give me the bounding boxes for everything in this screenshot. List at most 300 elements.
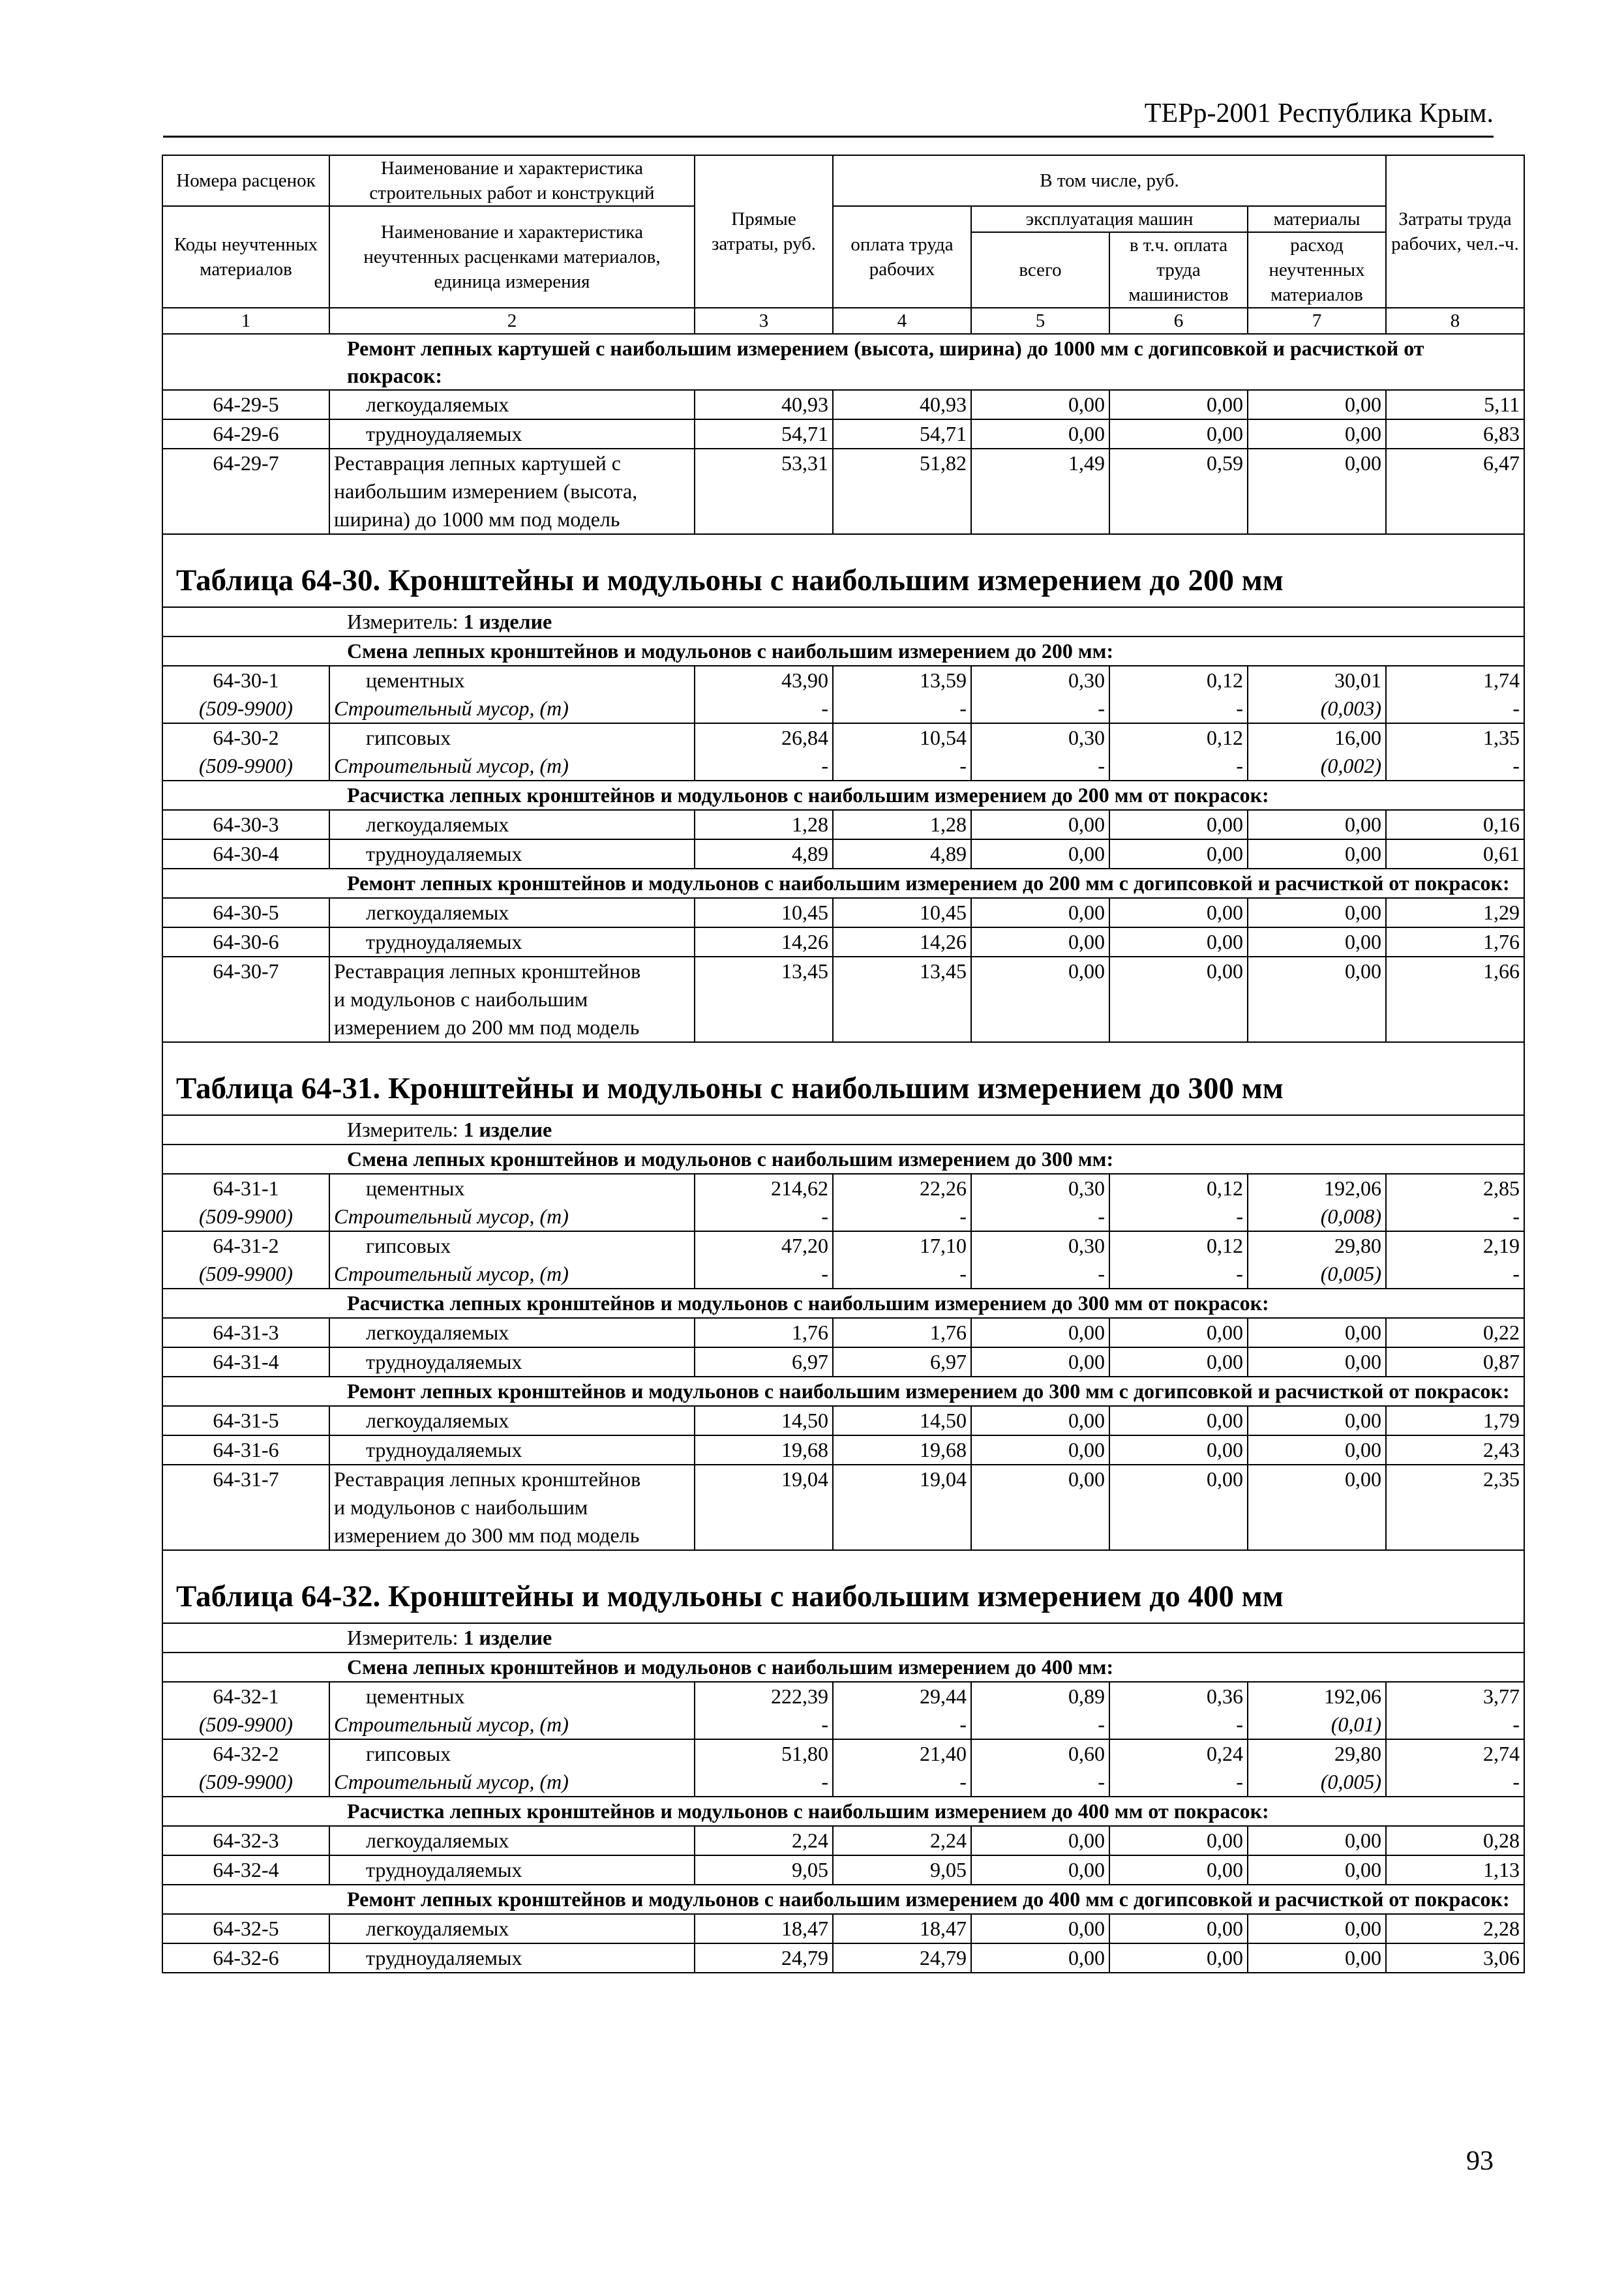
direct-cost-cell: 19,68 (695, 1435, 833, 1465)
machines-total-cell: - (971, 1711, 1109, 1739)
section-heading-row (162, 1289, 1524, 1318)
table-row (162, 1521, 1524, 1550)
materials-cell: 29,80 (1248, 1739, 1386, 1768)
direct-cost-cell: 40,93 (695, 390, 833, 419)
rate-code: 64-31-5 (162, 1406, 329, 1435)
work-name-line: и модульонов с наибольшим (329, 985, 695, 1013)
col2-bottom-header: Наименование и характеристика неучтенных расценками материалов, единица измерения (329, 206, 695, 308)
labor-header: оплата труда рабочих (833, 206, 971, 308)
materials-cell: 0,00 (1248, 957, 1386, 985)
labor-cost-cell: 29,44 (833, 1682, 971, 1711)
labor-hours-cell: 1,13 (1386, 1855, 1524, 1885)
material-name: Строительный мусор, (т) (329, 1260, 695, 1289)
direct-cost-cell: 47,20 (695, 1231, 833, 1260)
work-name: трудноудаляемых (329, 927, 695, 957)
labor-hours-cell: 0,16 (1386, 810, 1524, 839)
rate-code: 64-31-4 (162, 1347, 329, 1377)
machines-total-cell: 0,00 (971, 419, 1109, 449)
materials-cell (1248, 477, 1386, 505)
labor-hours-cell: 1,74 (1386, 666, 1524, 695)
work-name: трудноудаляемых (329, 1347, 695, 1377)
machines-total-cell: 0,30 (971, 1231, 1109, 1260)
labor-cost-cell: 1,76 (833, 1318, 971, 1347)
material-name: Строительный мусор, (т) (329, 1711, 695, 1739)
labor-hours-cell: - (1386, 1260, 1524, 1289)
rate-code: 64-31-3 (162, 1318, 329, 1347)
materials-cell: (0,008) (1248, 1203, 1386, 1231)
labor-hours-cell: 6,83 (1386, 419, 1524, 449)
machinists-labor-cell: 0,00 (1109, 1465, 1248, 1493)
col2-top-header: Наименование и характеристика строительных работ и конструкций (329, 155, 695, 206)
section-heading: Смена лепных кронштейнов и модульонов с наибольшим измерением до 400 мм: (162, 1653, 1524, 1682)
rate-code (162, 1013, 329, 1042)
section-heading: Смена лепных кронштейнов и модульонов с наибольшим измерением до 300 мм: (162, 1144, 1524, 1174)
table-row (162, 1174, 1524, 1203)
work-name: трудноудаляемых (329, 1435, 695, 1465)
direct-cost-cell: 1,28 (695, 810, 833, 839)
rate-code: 64-30-2 (162, 723, 329, 752)
column-number: 4 (833, 308, 971, 334)
rate-code: 64-31-6 (162, 1435, 329, 1465)
measure-unit-row (162, 607, 1524, 636)
section-heading: Расчистка лепных кронштейнов и модульонов с наибольшим измерением до 300 мм от покрасок: (162, 1289, 1524, 1318)
labor-hours-cell: 0,22 (1386, 1318, 1524, 1347)
labor-hours-cell: - (1386, 1203, 1524, 1231)
direct-cost-cell (695, 505, 833, 534)
machines-total-cell: - (971, 1260, 1109, 1289)
rate-code: 64-32-4 (162, 1855, 329, 1885)
machines-total-cell (971, 1493, 1109, 1521)
labor-cost-cell: 19,68 (833, 1435, 971, 1465)
machines-total-cell: 0,00 (971, 898, 1109, 927)
direct-cost-cell: 43,90 (695, 666, 833, 695)
labor-cost-cell: - (833, 1768, 971, 1797)
column-number: 8 (1386, 308, 1524, 334)
machinists-labor-cell: 0,00 (1109, 839, 1248, 869)
machines-total-cell (971, 1013, 1109, 1042)
machines-total-cell: 0,00 (971, 810, 1109, 839)
labor-cost-cell: 14,26 (833, 927, 971, 957)
rate-code (162, 985, 329, 1013)
table-row (162, 1682, 1524, 1711)
table-row (162, 1739, 1524, 1768)
labor-hours-cell: 2,43 (1386, 1435, 1524, 1465)
labor-hours-cell: 1,66 (1386, 957, 1524, 985)
table-row (162, 839, 1524, 869)
machinists-labor-cell (1109, 1013, 1248, 1042)
work-name-line: Реставрация лепных картушей с (329, 449, 695, 477)
materials-cell: (0,01) (1248, 1711, 1386, 1739)
labor-hours-cell: 2,85 (1386, 1174, 1524, 1203)
table-row (162, 1435, 1524, 1465)
machinists-labor-cell: 0,00 (1109, 1855, 1248, 1885)
machinists-labor-cell: 0,12 (1109, 1231, 1248, 1260)
table-row (162, 449, 1524, 477)
direct-cost-cell: 14,50 (695, 1406, 833, 1435)
labor-cost-cell: 1,28 (833, 810, 971, 839)
machinists-labor-cell: 0,00 (1109, 898, 1248, 927)
labor-cost-cell (833, 985, 971, 1013)
direct-cost-cell (695, 985, 833, 1013)
column-number: 1 (162, 308, 329, 334)
materials-cell: 0,00 (1248, 390, 1386, 419)
labor-hours-cell: 2,35 (1386, 1465, 1524, 1493)
direct-cost-cell: - (695, 752, 833, 781)
rate-code: 64-30-4 (162, 839, 329, 869)
direct-cost-cell: 4,89 (695, 839, 833, 869)
table-row (162, 419, 1524, 449)
materials-cell: 192,06 (1248, 1682, 1386, 1711)
material-row (162, 1203, 1524, 1231)
machines-total-cell: - (971, 752, 1109, 781)
materials-cell: 0,00 (1248, 1318, 1386, 1347)
col3-header: Прямые затраты, руб. (695, 155, 833, 308)
work-name-line: наибольшим измерением (высота, (329, 477, 695, 505)
materials-cell: (0,002) (1248, 752, 1386, 781)
machinists-labor-cell: 0,00 (1109, 1318, 1248, 1347)
table-row (162, 898, 1524, 927)
material-row (162, 1768, 1524, 1797)
table-row (162, 1493, 1524, 1521)
labor-cost-cell: 22,26 (833, 1174, 971, 1203)
table-row (162, 1347, 1524, 1377)
machinists-labor-cell: 0,00 (1109, 390, 1248, 419)
work-name: трудноудаляемых (329, 1943, 695, 1973)
table-row (162, 1013, 1524, 1042)
work-name-line: и модульонов с наибольшим (329, 1493, 695, 1521)
labor-cost-cell: 14,50 (833, 1406, 971, 1435)
rate-code: 64-31-1 (162, 1174, 329, 1203)
labor-hours-cell: - (1386, 1768, 1524, 1797)
work-name: легкоудаляемых (329, 1406, 695, 1435)
direct-cost-cell: - (695, 1260, 833, 1289)
machines-total-cell: 0,89 (971, 1682, 1109, 1711)
machines-total-cell (971, 1521, 1109, 1550)
rate-code: 64-32-3 (162, 1826, 329, 1855)
direct-cost-cell: 54,71 (695, 419, 833, 449)
table-title-row (162, 1042, 1524, 1115)
machines-total-cell: 0,00 (971, 927, 1109, 957)
labor-hours-cell: 0,28 (1386, 1826, 1524, 1855)
direct-cost-cell: 24,79 (695, 1943, 833, 1973)
direct-cost-cell: - (695, 695, 833, 723)
materials-cell (1248, 1521, 1386, 1550)
machines-total-cell (971, 505, 1109, 534)
machines-total-cell: - (971, 695, 1109, 723)
machinists-labor-cell: 0,12 (1109, 1174, 1248, 1203)
section-heading: Ремонт лепных картушей с наибольшим измерением (высота, ширина) до 1000 мм с догипсовкой и расчисткой от покрасок: (162, 334, 1524, 390)
machinists-labor-cell (1109, 985, 1248, 1013)
work-name-line: Реставрация лепных кронштейнов (329, 957, 695, 985)
rate-code: 64-29-7 (162, 449, 329, 477)
table-header (162, 155, 1524, 334)
section-heading-row (162, 1144, 1524, 1174)
table-row (162, 927, 1524, 957)
direct-cost-cell (695, 1493, 833, 1521)
table-body (162, 334, 1524, 1973)
labor-hours-cell: 2,19 (1386, 1231, 1524, 1260)
material-row (162, 752, 1524, 781)
table-row (162, 1465, 1524, 1493)
materials-cell: 0,00 (1248, 1943, 1386, 1973)
measure-unit (162, 1115, 1524, 1144)
work-name: легкоудаляемых (329, 1914, 695, 1943)
work-name: легкоудаляемых (329, 1318, 695, 1347)
material-name: Строительный мусор, (т) (329, 695, 695, 723)
direct-cost-cell: 222,39 (695, 1682, 833, 1711)
section-heading-row (162, 636, 1524, 666)
labor-hours-cell (1386, 505, 1524, 534)
materials-cell (1248, 505, 1386, 534)
machinists-labor-cell: 0,24 (1109, 1739, 1248, 1768)
labor-cost-cell: 4,89 (833, 839, 971, 869)
machinists-labor-cell: - (1109, 1260, 1248, 1289)
col8-header: Затраты труда рабочих, чел.-ч. (1386, 155, 1524, 308)
direct-cost-cell: 51,80 (695, 1739, 833, 1768)
labor-hours-cell: 2,74 (1386, 1739, 1524, 1768)
material-code: (509-9900) (162, 752, 329, 781)
section-heading-row (162, 1653, 1524, 1682)
included-header: В том числе, руб. (833, 155, 1386, 206)
materials-cell (1248, 985, 1386, 1013)
table-row (162, 1231, 1524, 1260)
labor-cost-cell: 40,93 (833, 390, 971, 419)
work-name: гипсовых (329, 1231, 695, 1260)
machines-total-cell: 0,00 (971, 1347, 1109, 1377)
labor-cost-cell: - (833, 1711, 971, 1739)
machinists-labor-cell: 0,00 (1109, 810, 1248, 839)
rate-code: 64-29-5 (162, 390, 329, 419)
direct-cost-cell (695, 1521, 833, 1550)
labor-hours-cell: 5,11 (1386, 390, 1524, 419)
direct-cost-cell: - (695, 1711, 833, 1739)
machines-total-cell: 0,00 (971, 1406, 1109, 1435)
table-title: Таблица 64-31. Кронштейны и модульоны с наибольшим измерением до 300 мм (162, 1042, 1524, 1115)
machinists-labor-cell: - (1109, 1711, 1248, 1739)
labor-cost-cell: 51,82 (833, 449, 971, 477)
section-heading-row (162, 1377, 1524, 1406)
labor-hours-cell: - (1386, 752, 1524, 781)
machinists-labor-cell (1109, 505, 1248, 534)
labor-hours-cell: 1,35 (1386, 723, 1524, 752)
rate-code (162, 1493, 329, 1521)
labor-cost-cell (833, 505, 971, 534)
table-row (162, 1318, 1524, 1347)
work-name-line: ширина) до 1000 мм под модель (329, 505, 695, 534)
direct-cost-cell: 14,26 (695, 927, 833, 957)
direct-cost-cell: 18,47 (695, 1914, 833, 1943)
labor-cost-cell: 6,97 (833, 1347, 971, 1377)
direct-cost-cell: 1,76 (695, 1318, 833, 1347)
direct-cost-cell: 214,62 (695, 1174, 833, 1203)
machines-header: эксплуатация машин (971, 206, 1248, 232)
table-row (162, 1826, 1524, 1855)
column-numbers-row (162, 308, 1524, 334)
measure-unit-value: 1 изделие (463, 610, 552, 633)
labor-cost-cell: 54,71 (833, 419, 971, 449)
section-heading: Расчистка лепных кронштейнов и модульонов с наибольшим измерением до 200 мм от покрасок: (162, 781, 1524, 810)
machines-total-cell: 0,60 (971, 1739, 1109, 1768)
work-name-line: Реставрация лепных кронштейнов (329, 1465, 695, 1493)
work-name: трудноудаляемых (329, 419, 695, 449)
rate-code (162, 1521, 329, 1550)
rate-code (162, 505, 329, 534)
labor-cost-cell: 10,45 (833, 898, 971, 927)
rate-code: 64-32-6 (162, 1943, 329, 1973)
material-name: Строительный мусор, (т) (329, 1768, 695, 1797)
table-row (162, 1406, 1524, 1435)
machines-total-cell: 0,00 (971, 1318, 1109, 1347)
labor-hours-cell: 3,06 (1386, 1943, 1524, 1973)
labor-hours-cell: 6,47 (1386, 449, 1524, 477)
labor-hours-cell (1386, 1521, 1524, 1550)
page-header-title: ТЕРр-2001 Республика Крым. (163, 98, 1494, 138)
column-number: 7 (1248, 308, 1386, 334)
labor-hours-cell (1386, 1493, 1524, 1521)
section-heading-row (162, 1885, 1524, 1914)
machines-total-cell (971, 985, 1109, 1013)
materials-cell: 0,00 (1248, 1406, 1386, 1435)
table-row (162, 957, 1524, 985)
machines-total-cell: 0,00 (971, 1914, 1109, 1943)
machinists-labor-cell: - (1109, 1768, 1248, 1797)
machines-total-cell: 0,00 (971, 1826, 1109, 1855)
rate-code: 64-30-3 (162, 810, 329, 839)
measure-unit-label: Измеритель: (347, 610, 459, 633)
work-name: гипсовых (329, 723, 695, 752)
labor-cost-cell: 2,24 (833, 1826, 971, 1855)
machines-total-cell (971, 477, 1109, 505)
material-name: Строительный мусор, (т) (329, 1203, 695, 1231)
machines-total-cell: 0,00 (971, 839, 1109, 869)
section-heading-row (162, 1797, 1524, 1826)
materials-cell (1248, 1013, 1386, 1042)
materials-cell: 0,00 (1248, 449, 1386, 477)
machinists-labor-cell: - (1109, 1203, 1248, 1231)
rates-table (162, 155, 1525, 1973)
direct-cost-cell: - (695, 1203, 833, 1231)
material-name: Строительный мусор, (т) (329, 752, 695, 781)
work-name: трудноудаляемых (329, 839, 695, 869)
material-row (162, 695, 1524, 723)
direct-cost-cell: - (695, 1768, 833, 1797)
section-heading-row (162, 869, 1524, 898)
rate-code: 64-31-7 (162, 1465, 329, 1493)
labor-cost-cell: - (833, 752, 971, 781)
material-code: (509-9900) (162, 1203, 329, 1231)
labor-hours-cell (1386, 1013, 1524, 1042)
materials-cell: 0,00 (1248, 927, 1386, 957)
machinists-labor-cell: 0,00 (1109, 957, 1248, 985)
table-row (162, 810, 1524, 839)
materials-cell (1248, 1493, 1386, 1521)
measure-unit-value: 1 изделие (463, 1626, 552, 1649)
section-heading-row (162, 334, 1524, 390)
labor-cost-cell: 13,59 (833, 666, 971, 695)
materials-cell: (0,003) (1248, 695, 1386, 723)
machines-total-cell: - (971, 1203, 1109, 1231)
labor-hours-cell: 1,76 (1386, 927, 1524, 957)
measure-unit-row (162, 1623, 1524, 1653)
labor-hours-cell (1386, 477, 1524, 505)
materials-cell: (0,005) (1248, 1768, 1386, 1797)
materials-cell: 0,00 (1248, 839, 1386, 869)
direct-cost-cell: 53,31 (695, 449, 833, 477)
section-heading: Расчистка лепных кронштейнов и модульонов с наибольшим измерением до 400 мм от покрасок: (162, 1797, 1524, 1826)
material-code: (509-9900) (162, 1711, 329, 1739)
rate-code: 64-32-2 (162, 1739, 329, 1768)
labor-cost-cell: 18,47 (833, 1914, 971, 1943)
work-name: цементных (329, 666, 695, 695)
labor-hours-cell: 2,28 (1386, 1914, 1524, 1943)
work-name: цементных (329, 1174, 695, 1203)
column-number: 2 (329, 308, 695, 334)
machinists-labor-cell (1109, 1493, 1248, 1521)
measure-unit-label: Измеритель: (347, 1626, 459, 1649)
direct-cost-cell: 10,45 (695, 898, 833, 927)
materials-cell: (0,005) (1248, 1260, 1386, 1289)
table-title-row (162, 534, 1524, 607)
direct-cost-cell: 9,05 (695, 1855, 833, 1885)
labor-cost-cell (833, 477, 971, 505)
table-row (162, 723, 1524, 752)
work-name: легкоудаляемых (329, 810, 695, 839)
direct-cost-cell: 13,45 (695, 957, 833, 985)
direct-cost-cell: 19,04 (695, 1465, 833, 1493)
direct-cost-cell: 2,24 (695, 1826, 833, 1855)
materials-cell: 0,00 (1248, 1914, 1386, 1943)
machinists-labor-cell: 0,12 (1109, 666, 1248, 695)
col1-bottom-header: Коды неучтенных материалов (162, 206, 329, 308)
labor-cost-cell: 10,54 (833, 723, 971, 752)
machinists-labor-cell: 0,59 (1109, 449, 1248, 477)
machinists-labor-cell: 0,00 (1109, 1406, 1248, 1435)
work-name: легкоудаляемых (329, 390, 695, 419)
work-name: легкоудаляемых (329, 898, 695, 927)
section-heading: Ремонт лепных кронштейнов и модульонов с наибольшим измерением до 400 мм с догипсовкой и расчисткой от покрасок: (162, 1885, 1524, 1914)
machines-total-cell: 0,30 (971, 666, 1109, 695)
material-code: (509-9900) (162, 695, 329, 723)
materials-cell: 0,00 (1248, 1826, 1386, 1855)
table-row (162, 1855, 1524, 1885)
work-name-line: измерением до 300 мм под модель (329, 1521, 695, 1550)
labor-hours-cell: 0,87 (1386, 1347, 1524, 1377)
machinists-labor-cell: 0,00 (1109, 1943, 1248, 1973)
materials-cell: 0,00 (1248, 1855, 1386, 1885)
section-heading: Ремонт лепных кронштейнов и модульонов с наибольшим измерением до 300 мм с догипсовкой и расчисткой от покрасок: (162, 1377, 1524, 1406)
materials-cell: 0,00 (1248, 1435, 1386, 1465)
table-row (162, 505, 1524, 534)
labor-cost-cell: 21,40 (833, 1739, 971, 1768)
machinists-labor-cell (1109, 477, 1248, 505)
direct-cost-cell: 6,97 (695, 1347, 833, 1377)
machinists-labor-header: в т.ч. оплата труда машинистов (1109, 232, 1248, 308)
machinists-labor-cell: 0,00 (1109, 1914, 1248, 1943)
machinists-labor-cell: 0,00 (1109, 1826, 1248, 1855)
measure-unit (162, 607, 1524, 636)
table-title: Таблица 64-30. Кронштейны и модульоны с наибольшим измерением до 200 мм (162, 534, 1524, 607)
materials-cell: 29,80 (1248, 1231, 1386, 1260)
table-row (162, 390, 1524, 419)
table-row (162, 666, 1524, 695)
table-title: Таблица 64-32. Кронштейны и модульоны с наибольшим измерением до 400 мм (162, 1550, 1524, 1623)
labor-cost-cell: 9,05 (833, 1855, 971, 1885)
machines-total-cell: 0,00 (971, 1465, 1109, 1493)
column-number: 5 (971, 308, 1109, 334)
materials-cell: 0,00 (1248, 1347, 1386, 1377)
machines-total-cell: 0,00 (971, 1855, 1109, 1885)
rate-code: 64-29-6 (162, 419, 329, 449)
